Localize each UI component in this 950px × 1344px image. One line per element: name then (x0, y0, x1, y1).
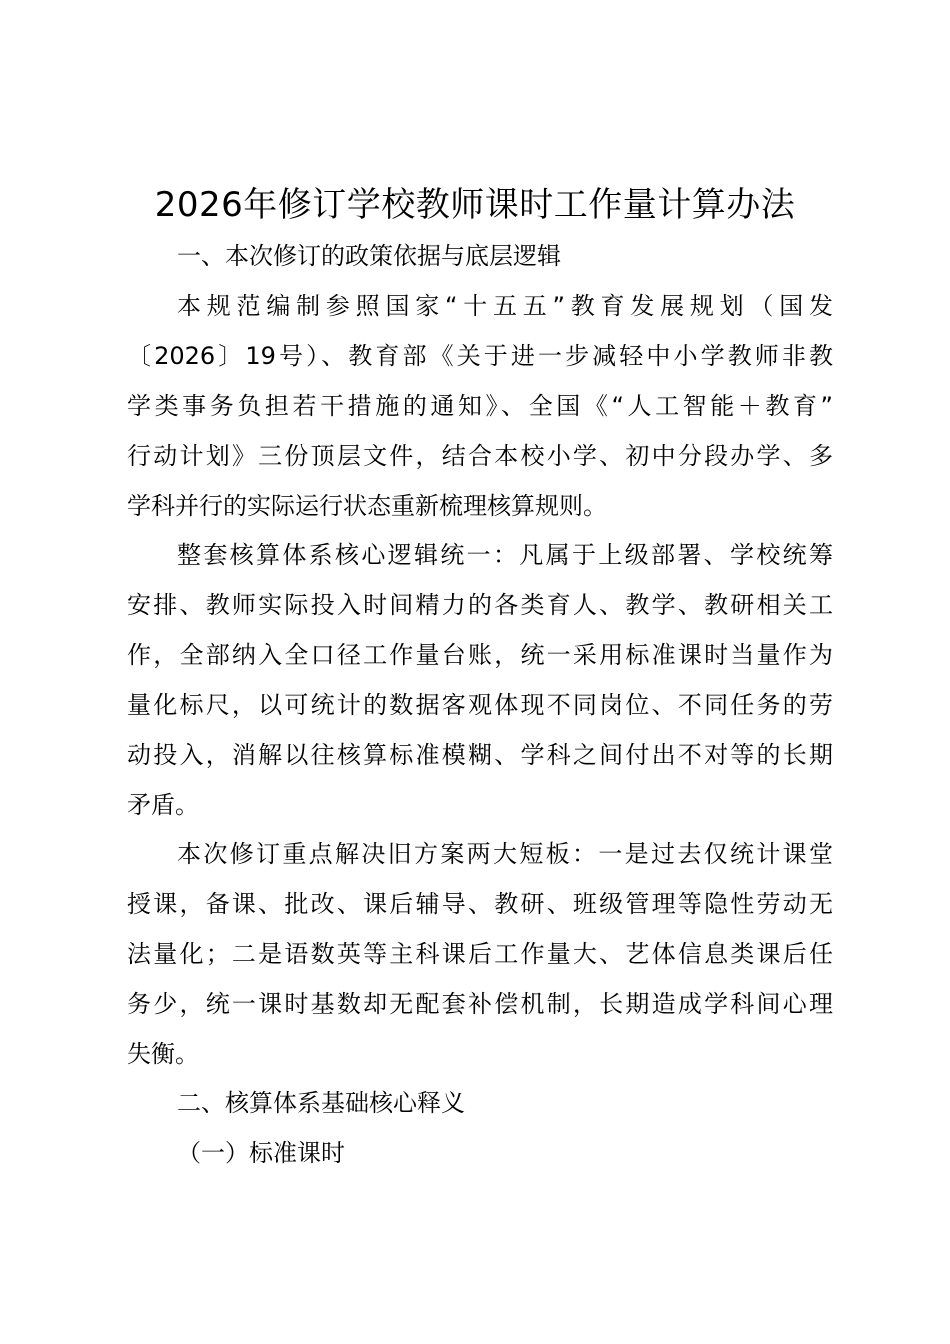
paragraph-line: 本次修订重点解决旧方案两大短板：一是过去仅统计课堂 (177, 840, 833, 868)
subsection-heading: （一）标准课时 (177, 1139, 345, 1167)
document-title: 2026年修订学校教师课时工作量计算办法 (154, 185, 796, 225)
section-heading-1: 一、本次修订的政策依据与底层逻辑 (177, 242, 561, 270)
paragraph-line: 安排、教师实际投入时间精力的各类育人、教学、教研相关工 (127, 591, 833, 619)
paragraph-line: 量化标尺，以可统计的数据客观体现不同岗位、不同任务的劳 (127, 691, 833, 719)
paragraph-line: 学科并行的实际运行状态重新梳理核算规则。 (127, 492, 607, 520)
paragraph-line: 学类事务负担若干措施的通知》、全国《“人工智能＋教育” (127, 392, 833, 420)
paragraph-line: 授课，备课、批改、课后辅导、教研、班级管理等隐性劳动无 (127, 890, 833, 918)
section-heading-2: 二、核算体系基础核心释义 (177, 1089, 465, 1117)
paragraph-line: 务少，统一课时基数却无配套补偿机制，长期造成学科间心理 (127, 990, 833, 1018)
paragraph-line: 行动计划》三份顶层文件，结合本校小学、初中分段办学、多 (127, 442, 833, 470)
paragraph-line: 作，全部纳入全口径工作量台账，统一采用标准课时当量作为 (127, 641, 833, 669)
paragraph-line: 失衡。 (127, 1040, 199, 1068)
paragraph-line: 整套核算体系核心逻辑统一：凡属于上级部署、学校统筹 (177, 541, 833, 569)
paragraph-line: 矛盾。 (127, 791, 199, 819)
paragraph-line: 本规范编制参照国家“十五五”教育发展规划（国发 (177, 292, 833, 320)
paragraph-line: 法量化；二是语数英等主科课后工作量大、艺体信息类课后任 (127, 940, 833, 968)
paragraph-line: 动投入，消解以往核算标准模糊、学科之间付出不对等的长期 (127, 741, 833, 769)
paragraph-line: 〔2026〕19号）、教育部《关于进一步减轻中小学教师非教 (127, 342, 833, 370)
